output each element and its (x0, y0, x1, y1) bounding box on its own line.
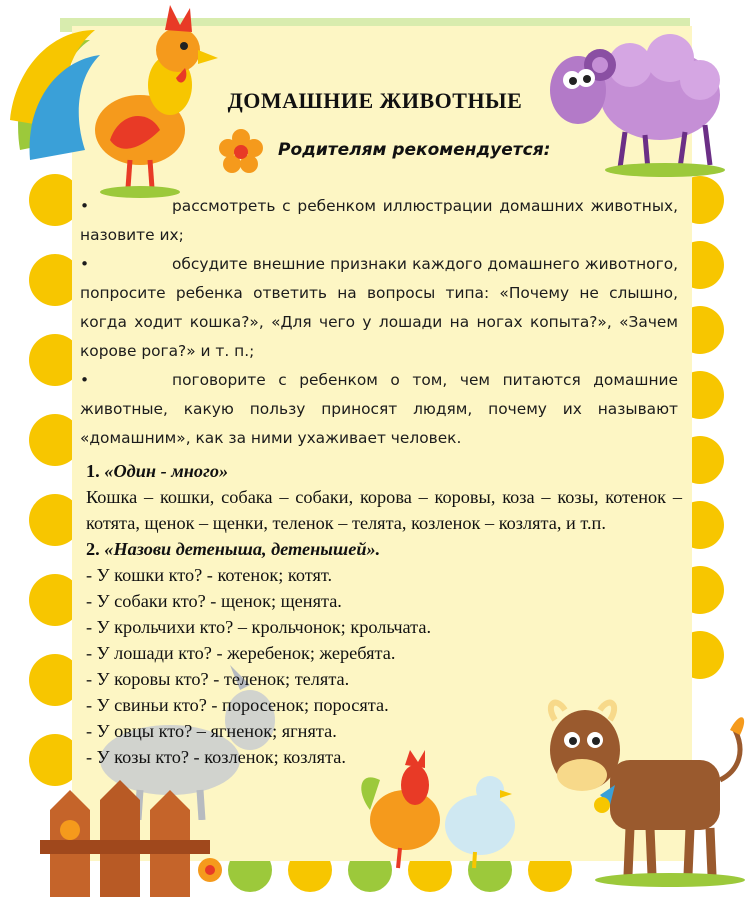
game-2-line: - У свиньи кто? - поросенок; поросята. (86, 695, 389, 715)
game-2-line: - У собаки кто? - щенок; щенята. (86, 591, 342, 611)
bullet-icon: • (80, 197, 90, 215)
game-2-line: - У козы кто? - козленок; козлята. (86, 747, 346, 767)
game-2-number: 2. (86, 539, 100, 559)
recommendation-item (80, 192, 678, 250)
flower-icon (218, 128, 264, 174)
game-2-line: - У овцы кто? – ягненок; ягнята. (86, 721, 337, 741)
game-1-name: «Один - много» (104, 461, 229, 481)
recommendations-list (80, 192, 678, 453)
game-2-heading (86, 536, 682, 562)
game-2-line: - У лошади кто? - жеребенок; жеребята. (86, 643, 396, 663)
games-section (86, 458, 682, 770)
recommendation-text: обсудите внешние признаки каждого домашнего животного, попросите ребенка ответить на вопросы типа: «Почему не слышно, когда ходит кошка?», «Для чего у лошади на ногах копыта?», «Зачем корове рога?» и т. п.; (80, 255, 678, 360)
game-2-line: - У коровы кто? - теленок; телята. (86, 669, 350, 689)
page-title: ДОМАШНИЕ ЖИВОТНЫЕ (227, 88, 523, 113)
bullet-icon: • (80, 371, 90, 389)
game-1-number: 1. (86, 461, 100, 481)
fence-icon (30, 770, 230, 897)
recommendation-item (80, 366, 678, 453)
recommendation-item (80, 250, 678, 366)
game-1-heading (86, 458, 682, 484)
game-2-name: «Назови детеныша, детенышей». (104, 539, 381, 559)
recommendation-text: рассмотреть с ребенком иллюстрации домашних животных, назовите их; (80, 197, 678, 244)
page-subtitle: Родителям рекомендуется: (278, 140, 551, 160)
game-1-text: Кошка – кошки, собака – собаки, корова – коровы, коза – козы, котенок – котята, щенок – щенки, теленок – телята, козленок – козлята, и т.п. (86, 487, 682, 533)
game-2-line: - У крольчихи кто? – крольчонок; крольчата. (86, 617, 432, 637)
recommendation-text: поговорите с ребенком о том, чем питаются домашние животные, какую пользу приносят людям, почему их называют «домашним», как за ними ухаживает человек. (80, 371, 678, 447)
bullet-icon: • (80, 255, 90, 273)
game-2-line: - У кошки кто? - котенок; котят. (86, 565, 333, 585)
